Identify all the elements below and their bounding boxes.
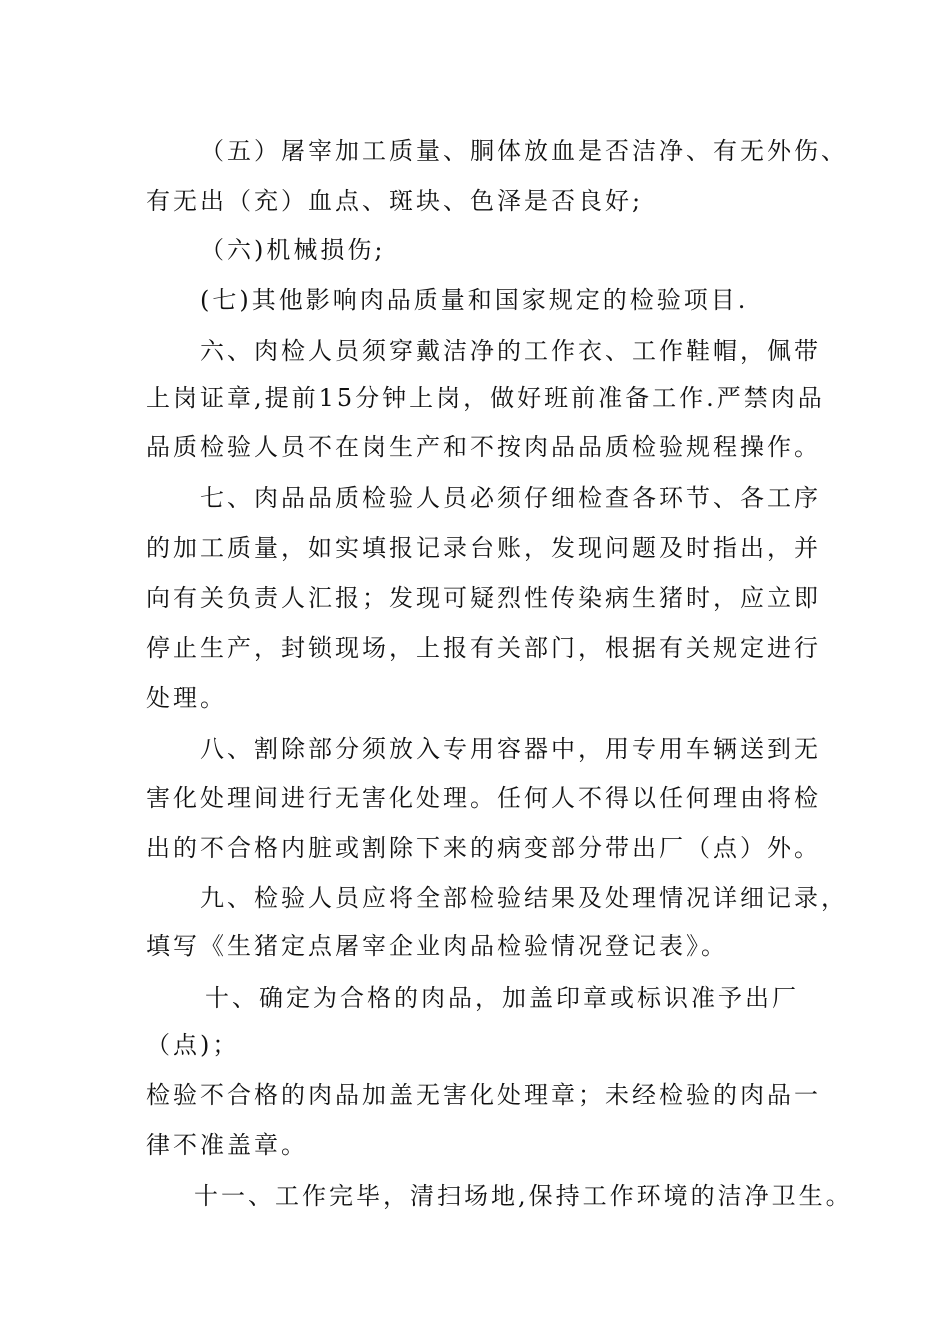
text-line: 上岗证章,提前15分钟上岗，做好班前准备工作.严禁肉品 [146, 384, 825, 412]
text-line: （点)； [146, 1031, 240, 1059]
text-line: 有无出（充）血点、斑块、色泽是否良好; [146, 187, 644, 215]
text-line: 向有关负责人汇报；发现可疑烈性传染病生猪时，应立即 [146, 584, 821, 612]
text-line: 害化处理间进行无害化处理。任何人不得以任何理由将检 [146, 784, 821, 812]
text-line: 十、确定为合格的肉品，加盖印章或标识准予出厂 [205, 984, 799, 1012]
text-line: (七)其他影响肉品质量和国家规定的检验项目. [200, 286, 749, 314]
text-line: 出的不合格内脏或割除下来的病变部分带出厂（点）外。 [146, 834, 821, 862]
text-line: 八、割除部分须放入专用容器中，用专用车辆送到无 [200, 735, 821, 763]
text-line: （五）屠宰加工质量、胴体放血是否洁净、有无外伤、 [200, 137, 848, 165]
text-line: 品质检验人员不在岗生产和不按肉品品质检验规程操作。 [146, 433, 821, 461]
text-line: 检验不合格的肉品加盖无害化处理章；未经检验的肉品一 [146, 1081, 821, 1109]
text-line: 处理。 [146, 684, 227, 712]
text-line: （六)机械损伤; [200, 236, 386, 264]
text-line: 十一、工作完毕，清扫场地,保持工作环境的洁净卫生。 [194, 1182, 853, 1210]
text-line: 停止生产，封锁现场，上报有关部门，根据有关规定进行 [146, 634, 821, 662]
text-line: 七、肉品品质检验人员必须仔细检查各环节、各工序 [200, 484, 821, 512]
text-line: 六、肉检人员须穿戴洁净的工作衣、工作鞋帽，佩带 [200, 337, 821, 365]
text-line: 九、检验人员应将全部检验结果及处理情况详细记录， [200, 884, 848, 912]
text-line: 的加工质量，如实填报记录台账，发现问题及时指出，并 [146, 534, 821, 562]
text-line: 填写《生猪定点屠宰企业肉品检验情况登记表》。 [146, 932, 728, 960]
text-line: 律不准盖章。 [146, 1131, 308, 1159]
